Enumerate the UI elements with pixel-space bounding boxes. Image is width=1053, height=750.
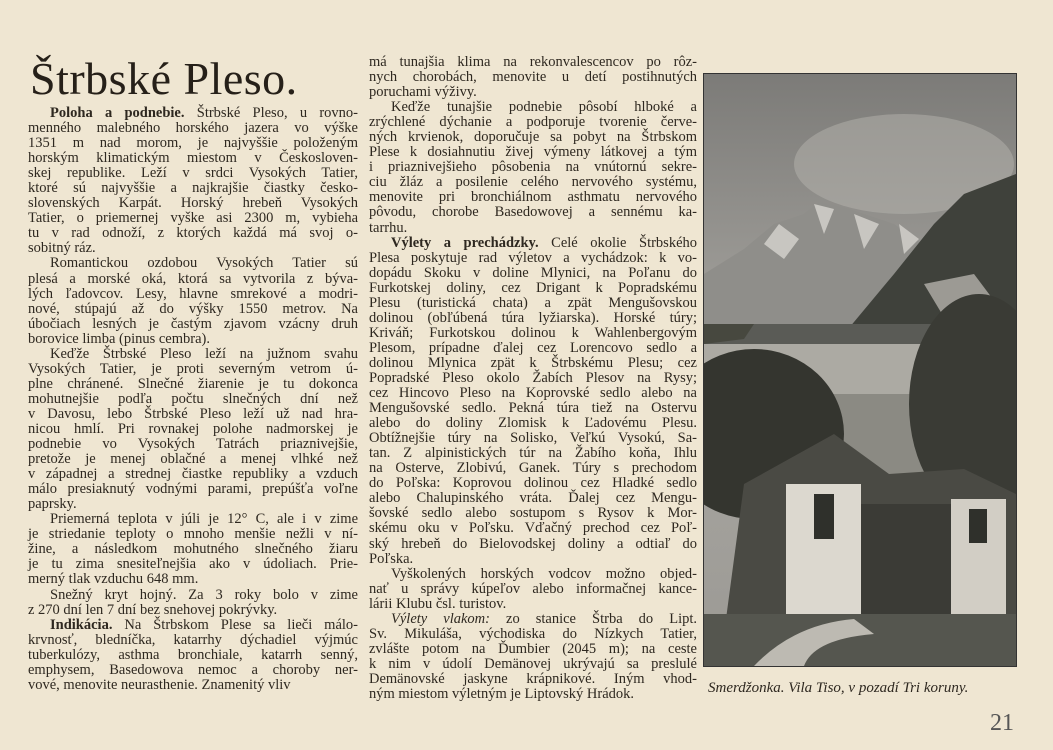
line-text: menovite pri bronchiálnom asthmatu nervového	[369, 189, 697, 206]
line-text: ných krvienok, doporučuje sa pobyt na Štrbskom	[369, 129, 697, 146]
text-line	[369, 311, 697, 326]
text-line	[369, 521, 697, 536]
text-line	[28, 542, 358, 557]
text-line	[369, 461, 697, 476]
line-text: Poľska.	[369, 550, 414, 567]
line-text: Tatier, o priemernej vyške asi 2300 m, vybieha	[28, 210, 358, 227]
text-line	[28, 256, 358, 271]
line-text: alebo Chalupinského vráta. Ďalej cez Mengu-	[369, 490, 697, 507]
text-line	[28, 211, 358, 226]
line-text: nové, stúpajú až do výšky 1550 metrov. Na	[28, 300, 358, 317]
photo-illustration	[704, 74, 1016, 666]
text-line	[28, 166, 358, 181]
line-text: z 270 dní len 7 dní bez snehovej pokrývky.	[28, 601, 278, 618]
line-text: v Davosu, lebo Štrbské Pleso leží už nad hra-	[28, 405, 358, 422]
text-line	[28, 482, 358, 497]
text-line	[369, 326, 697, 341]
line-text: merný tlak vzduchu 648 mm.	[28, 571, 199, 588]
text-line	[369, 221, 697, 236]
line-text: ktoré sú najvyššie a najkrajšie čiastky česko-	[28, 180, 358, 197]
text-line	[369, 672, 697, 687]
line-text: emphysem, Basedowova nemoc a choroby ner-	[28, 661, 358, 678]
line-text: Furkotskej doliny, cez Drigant k Popradskému	[369, 279, 697, 296]
line-text: tuberkulózy, asthma bronchiale, katarrh senný,	[28, 646, 358, 663]
text-line	[369, 251, 697, 266]
line-text: podnebie vo Vysokých Tatrách priaznivejšie,	[28, 436, 358, 453]
text-line	[369, 236, 697, 251]
line-text: pretože je menej oblačné a menej vlhké než	[28, 451, 358, 468]
text-line	[369, 446, 697, 461]
line-text: Mengušovské sedlo. Pekná túra tiež na Ostervu	[369, 400, 697, 417]
line-text: Keďže tunajšie podnebie pôsobí hlboké a	[391, 99, 697, 116]
line-text: Plesom, prípadne ďalej cez Lorencovo sedlo a	[369, 339, 697, 356]
text-line	[369, 70, 697, 85]
line-text: je tu zima snesiteľnejšia ako v údoliach. Prie-	[28, 556, 358, 573]
text-line	[369, 281, 697, 296]
text-line	[369, 552, 697, 567]
paragraph-lead: Výlety a prechádzky.	[391, 234, 539, 251]
paragraph-lead: Výlety vlakom:	[391, 610, 490, 627]
line-text: Plesa poskytuje rad výletov a vychádzok: k vo-	[369, 249, 697, 266]
photograph-villa-tiso	[703, 73, 1017, 667]
photo-caption: Smerdžonka. Vila Tiso, v pozadí Tri koruny.	[708, 680, 969, 696]
line-text: zo stanice Štrba do Lipt.	[506, 610, 698, 627]
text-line	[369, 341, 697, 356]
text-line	[28, 332, 358, 347]
text-line	[28, 181, 358, 196]
line-text: poruchami výživy.	[369, 84, 477, 101]
text-line	[28, 392, 358, 407]
text-line	[369, 491, 697, 506]
text-line	[369, 356, 697, 371]
paragraph-lead: Poloha a podnebie.	[50, 105, 185, 121]
line-text: slovenských Karpát. Horský hrebeň Vysokých	[28, 195, 358, 212]
text-line	[369, 537, 697, 552]
line-text: menného malebného horského jazera vo výške	[28, 120, 358, 137]
text-line	[369, 130, 697, 145]
text-line	[369, 401, 697, 416]
line-text: ciu žláz a posilenie celého nervového systému,	[369, 174, 697, 191]
text-line	[28, 151, 358, 166]
line-text: pôvodu, chorobe Basedowovej a sennému ka-	[369, 204, 697, 221]
text-line	[28, 121, 358, 136]
line-text: skému oku v Poľsku. Vďačný prechod cez Poľ-	[369, 520, 697, 537]
line-text: horským klimatickým miestom v Českosloven-	[28, 150, 358, 167]
text-line	[369, 386, 697, 401]
text-line	[28, 437, 358, 452]
text-line	[28, 512, 358, 527]
text-line	[28, 572, 358, 587]
text-line	[28, 452, 358, 467]
text-line	[369, 160, 697, 175]
text-line	[28, 467, 358, 482]
text-line	[28, 678, 358, 693]
line-text: 1351 m nad morom, je najvyššie položeným	[28, 135, 358, 152]
text-line	[369, 687, 697, 702]
text-line	[28, 196, 358, 211]
text-line	[369, 582, 697, 597]
text-line	[28, 347, 358, 362]
text-line	[28, 648, 358, 663]
text-line	[369, 266, 697, 281]
text-line	[369, 145, 697, 160]
line-text: Štrbské Pleso, u rovno-	[196, 105, 358, 121]
text-line	[28, 407, 358, 422]
paragraph-lead: Indikácia.	[50, 616, 113, 633]
text-line	[28, 422, 358, 437]
line-text: Kriváň; Furkotskou dolinou k Wahlenbergovým	[369, 324, 697, 341]
line-text: Na Štrbskom Plese sa lieči málo-	[124, 616, 359, 633]
line-text: dolinou (obľúbená túra lyžiarska). Horské túry;	[369, 309, 697, 326]
text-line	[28, 272, 358, 287]
text-line	[369, 371, 697, 386]
line-text: Vyškolených horských vodcov možno objed-	[391, 565, 697, 582]
line-text: zvlášte potom na Ďumbier (2045 m); na ceste	[369, 640, 697, 657]
line-text: lárii Klubu čsl. turistov.	[369, 595, 507, 612]
text-line	[369, 115, 697, 130]
line-text: Obtížnejšie túry na Solisko, Veľkú Vysokú, Sa-	[369, 430, 697, 447]
text-line	[28, 317, 358, 332]
text-line	[28, 557, 358, 572]
text-line	[369, 597, 697, 612]
line-text: málo presiaknutý vodnými parami, prepúšťa voľne	[28, 481, 358, 498]
text-line	[369, 431, 697, 446]
text-line	[369, 657, 697, 672]
line-text: dopádu Skoku v doline Mlynici, na Poľanu do	[369, 264, 697, 281]
text-line	[369, 296, 697, 311]
line-text: Popradské Pleso okolo Žabích Plesov na Rysy;	[369, 369, 697, 386]
text-line	[369, 416, 697, 431]
text-line	[28, 618, 358, 633]
text-line	[28, 633, 358, 648]
text-line	[369, 627, 697, 642]
text-line	[28, 663, 358, 678]
text-line	[28, 287, 358, 302]
text-line	[369, 612, 697, 627]
line-text: cez Hincovo Pleso na Koprovské sedlo alebo na	[369, 385, 697, 402]
line-text: v západnej a strednej čiastke republiky a vzduch	[28, 466, 358, 483]
line-text: Plesu (turistická chata) a zpät Mengušovskou	[369, 294, 697, 311]
line-text: k nim v údolí Demänovej ukrývajú sa preslulé	[369, 655, 697, 672]
text-column-2	[369, 55, 697, 702]
line-text: Plese k dosiahnutiu živej výmeny látkovej a tým	[369, 144, 697, 161]
line-text: tan. Z alpinistických túr na Žabího koňa, Ihlu	[369, 445, 697, 462]
text-line	[369, 190, 697, 205]
text-line	[28, 362, 358, 377]
line-text: alebo do doliny Zlomisk k Ľadovému Plesu.	[369, 415, 697, 432]
line-text: tarrhu.	[369, 219, 408, 236]
text-line	[28, 497, 358, 512]
line-text: krvnosť, bledníčka, katarrhy dýchadiel výjmúc	[28, 631, 358, 648]
text-line	[28, 527, 358, 542]
line-text: Demänovské jaskyne krápnikové. Iným vhod-	[369, 670, 697, 687]
text-line	[28, 588, 358, 603]
text-line	[369, 567, 697, 582]
text-line	[369, 100, 697, 115]
line-text: je striedanie teploty o mnoho menšie nežli v ní-	[28, 526, 358, 543]
text-line	[28, 241, 358, 256]
line-text: Romantickou ozdobou Vysokých Tatier sú	[50, 255, 358, 272]
text-line	[28, 302, 358, 317]
line-text: Sv. Mikuláša, východiska do Nízkych Tatier,	[369, 625, 697, 642]
text-line	[28, 136, 358, 151]
line-text: plesá a morské oká, ktorá sa vytvorila z býva-	[28, 270, 358, 287]
line-text: dolinou Mlynica zpät k Štrbskému Plesu; cez	[369, 354, 697, 371]
text-line	[369, 506, 697, 521]
line-text: borovice limba (pinus cembra).	[28, 330, 210, 347]
line-text: do Poľska: Koprovou dolinou cez Hladké sedlo	[369, 475, 697, 492]
text-line	[28, 226, 358, 241]
line-text: Vysokých Tatier, je proti severným vetrom ú-	[28, 360, 358, 377]
text-column-1	[28, 106, 358, 693]
line-text: paprsky.	[28, 496, 77, 513]
line-text: nať u správy kúpeľov alebo informačnej kance-	[369, 580, 697, 597]
line-text: Celé okolie Štrbského	[551, 234, 698, 251]
text-line	[369, 205, 697, 220]
page-title: Štrbské Pleso.	[30, 53, 298, 104]
line-text: skej republike. Leží v srdci Vysokých Tatier,	[28, 165, 358, 182]
page-number: 21	[990, 710, 1014, 736]
line-text: úbočiach lesných je častým zjavom vzácny druh	[28, 315, 358, 332]
line-text: mohutnejšie podľa počtu slnečných dní než	[28, 390, 358, 407]
line-text: vové, menovite neurasthenie. Znamenitý vliv	[28, 676, 291, 693]
line-text: ský hrebeň do Bielovodskej doliny a odtiaľ do	[369, 535, 697, 552]
text-line	[369, 642, 697, 657]
text-line	[369, 85, 697, 100]
line-text: na Osterve, Zlobivú, Ganek. Túry s prechodom	[369, 460, 697, 477]
line-text: žine, a následkom mohutného slnečného žiaru	[28, 541, 358, 558]
line-text: sobitný ráz.	[28, 240, 96, 257]
line-text: zrýchlené dýchanie a podporuje tvorenie červe-	[369, 114, 697, 131]
line-text: Priemerná teplota v júli je 12° C, ale i v zime	[50, 511, 358, 528]
line-text: lých ľadovcov. Lesy, hlavne smrekové a modri-	[28, 285, 358, 302]
line-text: ným miestom výletným je Liptovský Hrádok.	[369, 685, 635, 702]
line-text: šovské sedlo alebo sostupom s Rysov k Mor-	[369, 505, 697, 522]
text-line	[369, 55, 697, 70]
text-line	[28, 106, 358, 121]
text-line	[369, 175, 697, 190]
text-line	[28, 603, 358, 618]
line-text: má tunajšia klima na rekonvalescencov po rôz-	[369, 54, 697, 70]
line-text: Keďže Štrbské Pleso leží na južnom svahu	[50, 345, 358, 362]
line-text: i priaznivejšieho pôsobenia na vnútornú sekre-	[369, 159, 697, 176]
line-text: nych chorobách, menovite u detí postihnutých	[369, 69, 697, 86]
line-text: tu v rad odnoží, z ktorých každá má svoj o-	[28, 225, 358, 242]
line-text: Snežný kryt hojný. Za 3 roky bolo v zime	[50, 586, 358, 603]
line-text: plne chránené. Slnečné žiarenie je tu dokonca	[28, 375, 358, 392]
text-line	[28, 377, 358, 392]
line-text: nicou hmlí. Pri rovnakej polohe nadmorskej je	[28, 420, 358, 437]
